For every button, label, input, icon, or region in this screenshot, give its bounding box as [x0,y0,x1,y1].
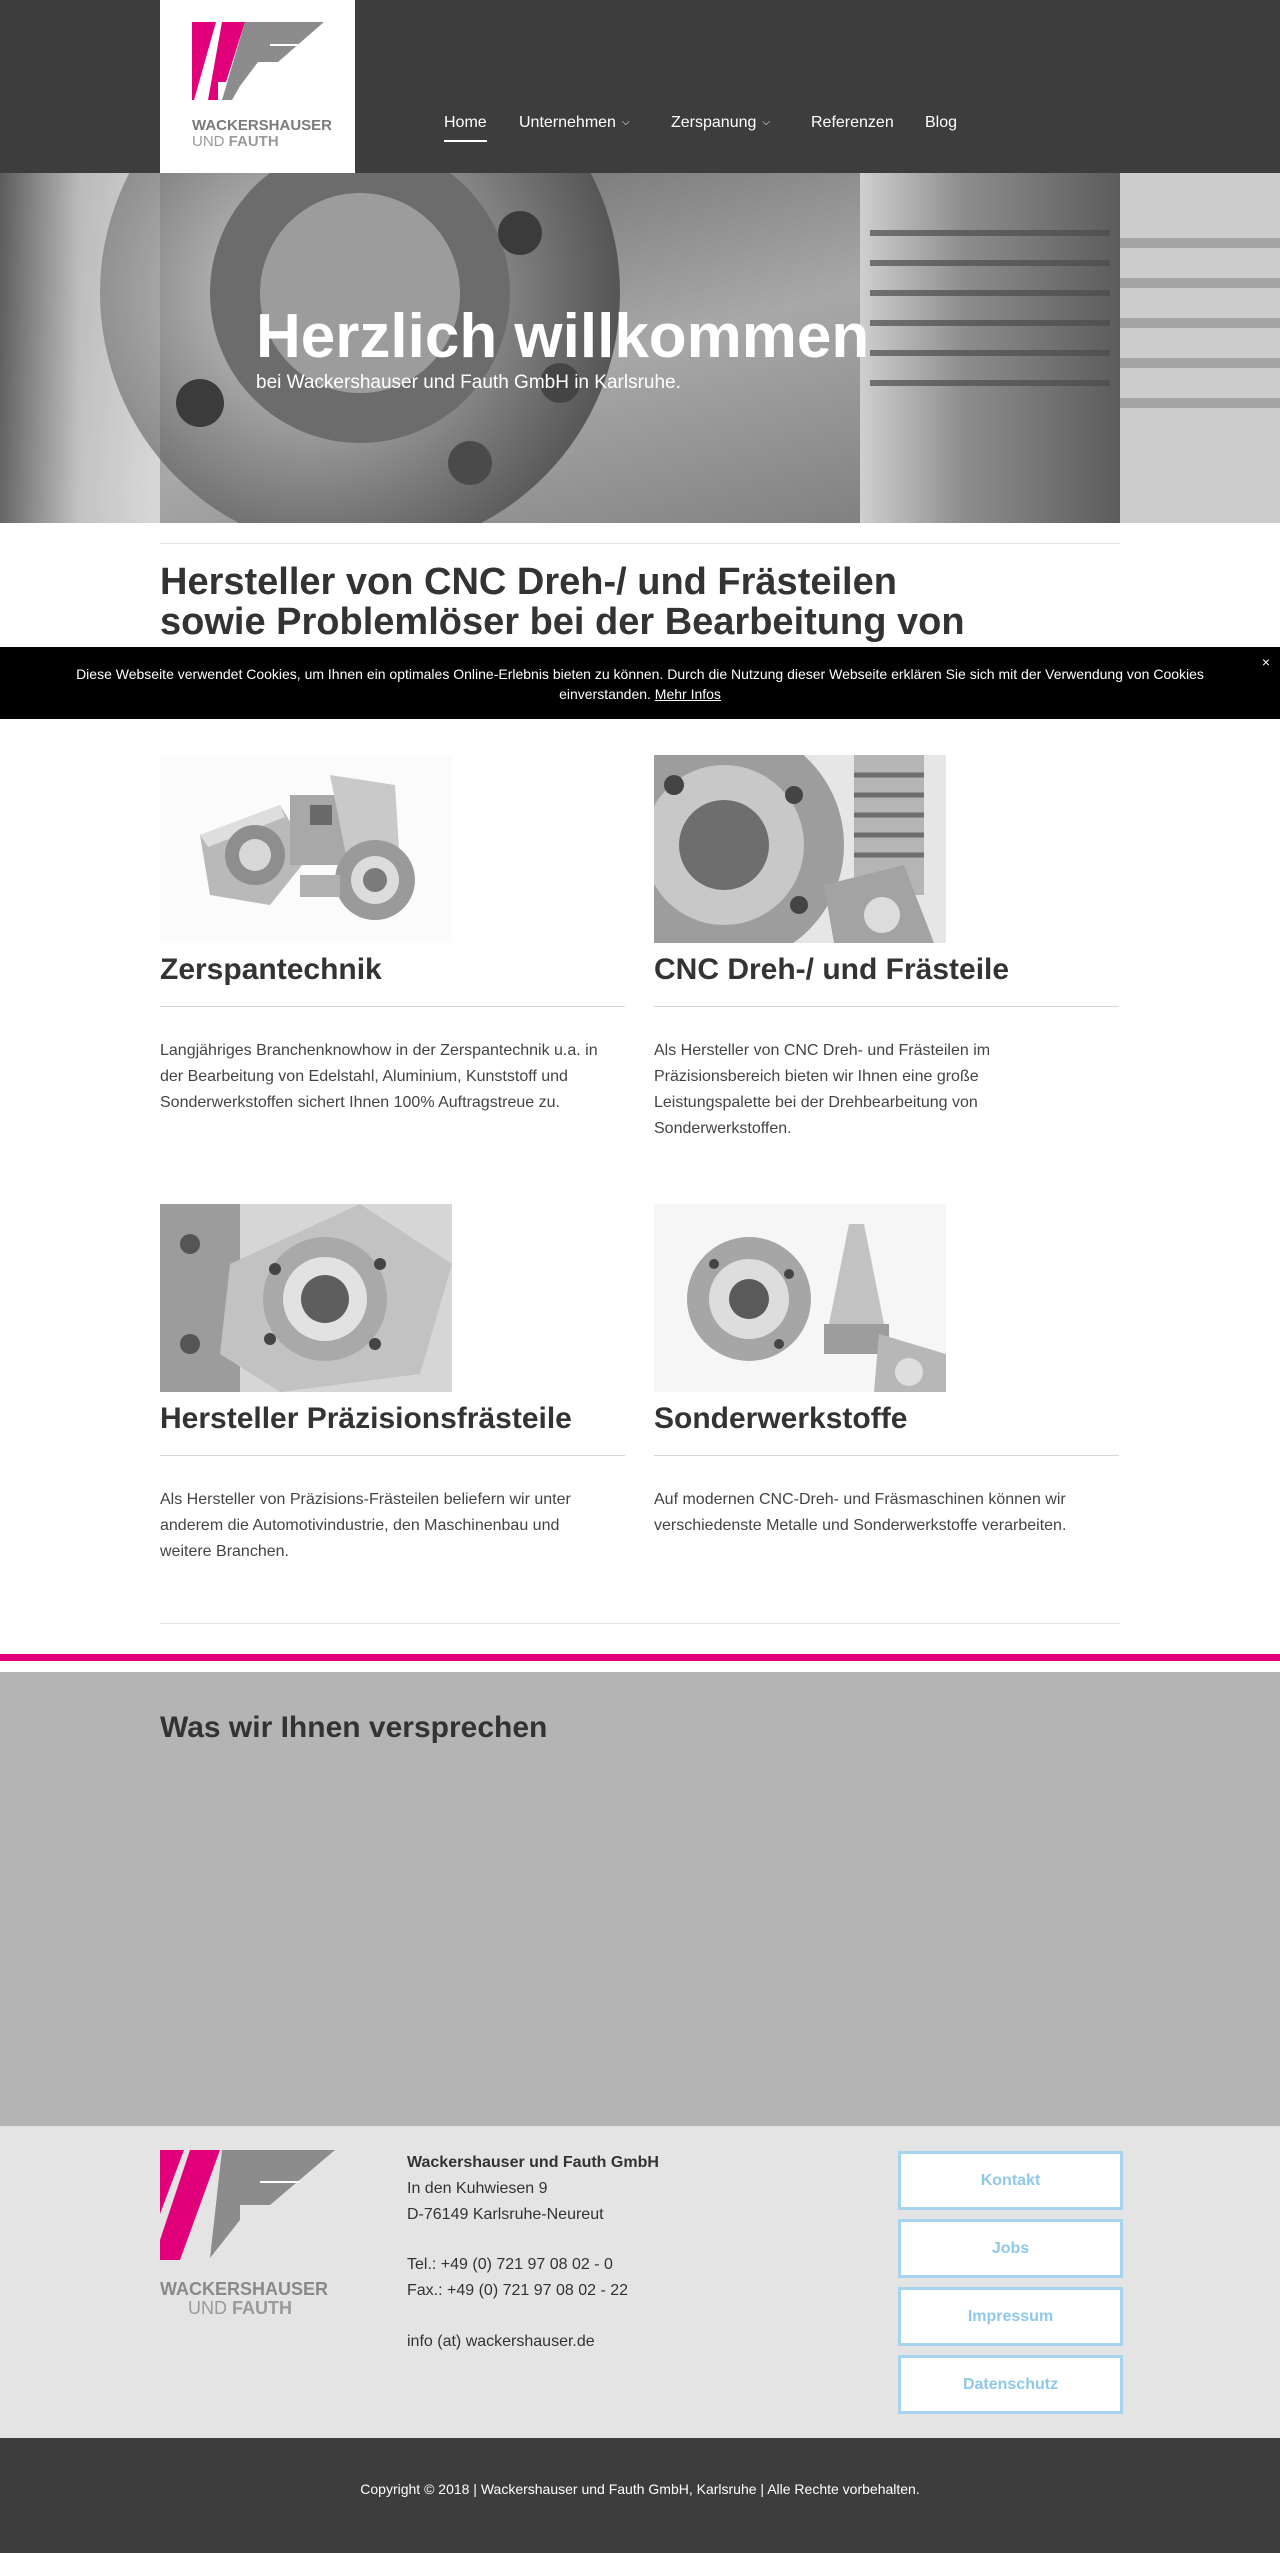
card-image-cnc-drehteile [654,755,946,943]
divider [160,543,1120,544]
footer-company: Wackershauser und Fauth GmbH [407,2154,659,2171]
intro-heading: Hersteller von CNC Dreh-/ und Frästeilen sowie Problemlöser bei der Bearbeitung von [160,561,965,643]
card-image-sonderwerkstoffe [654,1204,946,1392]
promise-title: Was wir Ihnen versprechen [160,1711,548,1744]
footer-city: D-76149 Karlsruhe-Neureut [407,2206,604,2223]
card-title-cnc-drehteile: CNC Dreh-/ und Frästeile [654,953,1010,986]
cookie-message [30,664,1250,704]
site-logo[interactable] [160,0,355,173]
hero-subtitle: bei Wackershauser und Fauth GmbH in Karlsruhe. [256,372,681,393]
nav-zerspanung-label: Zerspanung [671,114,757,131]
card-text-zerspantechnik: Langjähriges Branchenknowhow in der Zerspantechnik u.a. in der Bearbeitung von Edelstahl, Aluminium, Kunststoff und Sonderwerkstoffen sichert Ihnen 100% Auftragstreue zu. [160,1042,598,1111]
card-title-zerspantechnik: Zerspantechnik [160,953,382,986]
logo-text-fauth: FAUTH [228,133,279,150]
card-divider [654,1455,1119,1456]
card-image-praezisionsfraesteile [160,1204,452,1392]
card-image-zerspantechnik [160,755,452,943]
copyright-text: Copyright © 2018 | Wackershauser und Fauth GmbH, Karlsruhe | Alle Rechte vorbehalten. [360,2481,920,2497]
card-divider [160,1006,625,1007]
impressum-button[interactable]: Impressum [898,2287,1123,2346]
cookie-text: Diese Webseite verwendet Cookies, um Ihnen ein optimales Online-Erlebnis bieten zu können. Durch die Nutzung dieser Webseite erklären Sie sich mit der Verwendung von Cookies einverstanden. [76,666,1204,702]
footer-phone: Tel.: +49 (0) 721 97 08 02 - 0 [407,2256,613,2273]
cookie-banner [0,647,1280,719]
card-divider [160,1455,625,1456]
logo-text-und: UND [192,133,229,150]
logo-mark [160,0,355,173]
footer-logo-und: UND [188,2298,232,2318]
cookie-more-info-link[interactable]: Mehr Infos [654,686,721,702]
nav-referenzen[interactable] [811,110,894,136]
chevron-down-icon: ⌵ [762,117,770,128]
close-icon[interactable]: × [1261,654,1271,670]
nav-home[interactable] [444,110,487,136]
card-text-sonderwerkstoffe: Auf modernen CNC-Dreh- und Fräsmaschinen können wir verschiedenste Metalle und Sonderwerkstoffe verarbeiten. [654,1491,1067,1534]
datenschutz-button[interactable]: Datenschutz [898,2355,1123,2414]
chevron-down-icon: ⌵ [621,117,630,128]
footer-logo [160,2150,340,2320]
logo-text-line1: WACKERSHAUSER [192,117,333,134]
footer-email[interactable]: info (at) wackershauser.de [407,2333,595,2350]
hero-title: Herzlich willkommen [256,302,870,371]
nav-referenzen-label: Referenzen [811,114,894,131]
card-text-cnc-drehteile: Als Hersteller von CNC Dreh- und Frästeilen im Präzisionsbereich bieten wir Ihnen eine große Leistungspalette bei der Drehbearbeitung von Sonderwerkstoffen. [654,1042,991,1137]
accent-bar [0,1654,1280,1661]
card-text-praezisionsfraesteile: Als Hersteller von Präzisions-Frästeilen beliefern wir unter anderem die Automotivindustrie, den Maschinenbau und weitere Branchen. [160,1491,571,1560]
footer-fax: Fax.: +49 (0) 721 97 08 02 - 22 [407,2282,629,2299]
divider [160,1623,1120,1624]
svg-text:UND FAUTH [188,2298,292,2318]
card-divider [654,1006,1119,1007]
card-title-praezisionsfraesteile: Hersteller Präzisionsfrästeile [160,1402,572,1435]
card-title-sonderwerkstoffe: Sonderwerkstoffe [654,1402,908,1435]
footer-street: In den Kuhwiesen 9 [407,2180,548,2197]
jobs-button[interactable]: Jobs [898,2219,1123,2278]
nav-blog[interactable] [925,110,957,136]
nav-blog-label: Blog [925,114,958,131]
kontakt-button[interactable]: Kontakt [898,2151,1123,2210]
nav-zerspanung[interactable] [671,110,770,136]
nav-unternehmen-label: Unternehmen [519,114,616,131]
footer-logo-fauth: FAUTH [232,2298,292,2318]
svg-text:UND FAUTH [192,133,279,150]
logo-mark [160,2150,340,2320]
footer-logo-line1: WACKERSHAUSER [160,2279,329,2299]
nav-home-label: Home [444,114,487,131]
nav-unternehmen[interactable] [519,110,630,136]
